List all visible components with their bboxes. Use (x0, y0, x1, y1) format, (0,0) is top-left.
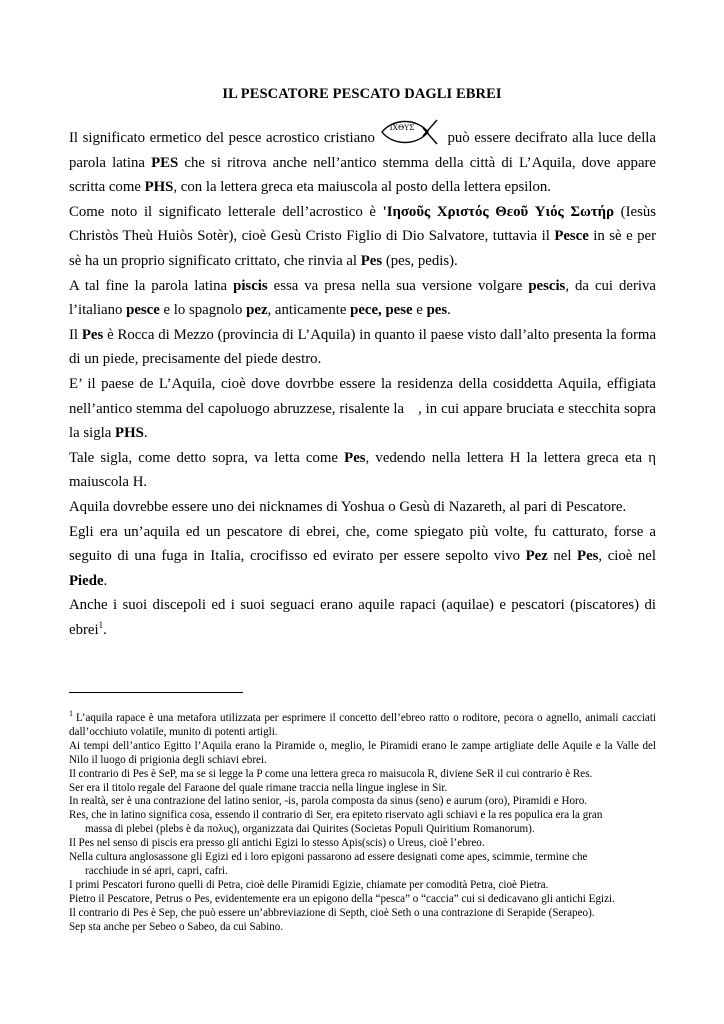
text-span: . (103, 621, 107, 638)
bold-term: PHS (144, 179, 174, 196)
paragraph-5 (69, 372, 656, 446)
paragraph-4 (69, 323, 656, 372)
text-span: , da cui deriva l’italiano (69, 277, 656, 319)
bold-term: Pes (360, 252, 383, 269)
text-span: (Iesùs Christòs Theù Huiòs Sotèr), cioè Gesù Cristo Figlio di Dio Salvatore, tuttavia il (69, 203, 656, 245)
text-span: Aquila dovrebbe essere uno dei nicknames di Yoshua o Gesù di Nazareth, al pari di Pescatore. (69, 498, 627, 515)
paragraph-9 (69, 593, 656, 642)
paragraph-3 (69, 274, 656, 323)
bold-term: Pes (577, 548, 599, 565)
bold-term: PES (151, 154, 179, 171)
text-span: . (447, 302, 451, 319)
footnote-text: Nella cultura anglosassone gli Egizi ed i loro epigoni passarono ad essere designati come apes, scimmie, termine che (69, 851, 588, 864)
text-span: Il significato ermetico del pesce acrostico cristiano (69, 130, 375, 146)
footnote (69, 709, 656, 935)
footnote-line (69, 879, 656, 893)
text-span: E’ il paese de L’Aquila, cioè dove dovrbbe essere la residenza della cosiddetta Aquila, effigiata nell’antico stemma del capoluogo abruzzese, risalente la (69, 375, 656, 417)
footnote-text: Pietro il Pescatore, Petrus o Pes, evidentemente era un epigono della “pesca” o “caccia” cui si dedicavano gli antichi Egizi. (69, 892, 615, 905)
footnote-text: Res, che in latino significa cosa, essendo il contrario di Ser, era epiteto riservato agli schiavi e la res populica era la gran (69, 809, 603, 822)
bold-term: Pez (525, 548, 548, 565)
bold-term: pescis (528, 277, 566, 294)
bold-term: pece, pese (350, 302, 413, 319)
footnote-line (69, 768, 656, 782)
footnote-text: massa di plebei (plebs è da πολυς), organizzata dai Quirites (Societas Populi Quiritium Romanorum). (85, 823, 535, 836)
paragraph-1 (69, 122, 657, 200)
text-span: , cioè nel (598, 548, 656, 565)
text-span: essa va presa nella sua versione volgare (273, 277, 523, 294)
text-span: , anticamente (267, 302, 347, 319)
document-body (69, 122, 657, 642)
text-span: . (103, 572, 108, 589)
document-title: IL PESCATORE PESCATO DAGLI EBREI (222, 86, 502, 102)
footnote-line (69, 837, 656, 851)
text-span: è Rocca di Mezzo (provincia di L’Aquila) in quanto il paese visto dall’alto presenta la forma di un piede, precisamente del piede destro. (69, 326, 657, 368)
text-span: . (143, 425, 148, 442)
paragraph-2 (69, 200, 656, 274)
footnote-line (69, 740, 656, 768)
text-span: Tale sigla, come detto sopra, va letta come (69, 449, 338, 466)
text-span: , in cui appare bruciata e stecchita sopra la sigla (69, 400, 656, 442)
text-span: Anche i suoi discepoli ed i suoi seguaci erano aquile rapaci (aquilae) e pescatori (piscatores) di ebrei (69, 597, 656, 638)
text-span: , vedendo nella lettera H la lettera greca eta η maiuscola H. (69, 449, 657, 491)
bold-term: Piede (69, 572, 104, 589)
text-span: Egli era un’aquila ed un pescatore di ebrei, che, come spiegato più volte, fu catturato, forse a seguito di una fuga in Italia, crocifisso ed evirato per essere sepolto vivo (69, 523, 656, 565)
footnote-line (69, 851, 656, 865)
bold-term: pesce (126, 302, 160, 319)
footnote-text: L’aquila rapace è una metafora utilizzata per esprimere il concetto dell’ebreo ratto o roditore, pecora o agnello, animali cacciati dall’occhiuto volatile, munito di potenti artigli. (69, 712, 656, 738)
bold-term: PHS (115, 425, 144, 442)
footnote-line (69, 809, 656, 823)
fish-label: IXΘYΣ (389, 122, 415, 132)
ichthys-fish-icon (379, 117, 439, 147)
text-span: , con la lettera greca eta maiuscola al posto della lettera epsilon. (173, 179, 551, 196)
footnote-ref[interactable]: 1 (98, 619, 104, 630)
text-span: A tal fine la parola latina (69, 277, 228, 294)
bold-term: Pes (344, 449, 366, 466)
bold-term: pes (426, 302, 448, 319)
footnote-line (69, 795, 656, 809)
footnote-text: racchiude in sé apri, capri, cafri. (85, 864, 228, 877)
footnote-line (69, 893, 656, 907)
paragraph-6 (69, 446, 656, 495)
footnote-text: Ser era il titolo regale del Faraone del quale rimane traccia nella lingue inglese in Sir. (69, 781, 448, 794)
footnote-line (69, 865, 656, 879)
footnote-line (69, 921, 656, 935)
footnote-text: Sep sta anche per Sebeo o Sabeo, da cui Sabino. (69, 920, 284, 933)
footnote-text: I primi Pescatori furono quelli di Petra, cioè delle Piramidi Egizie, chiamate per comodità Petra, cioè Pietra. (69, 878, 549, 891)
text-span: nel (553, 548, 572, 565)
text-span: e lo spagnolo (163, 302, 243, 319)
bold-term: pez (246, 302, 268, 319)
footnote-number: 1 (69, 709, 73, 719)
paragraph-8 (69, 520, 656, 594)
footnote-separator (69, 692, 243, 693)
text-span: Il (69, 326, 79, 343)
text-span: che si ritrova anche nell’antico stemma della città di L’Aquila, dove appare scritta come (69, 154, 657, 196)
paragraph-7 (69, 495, 656, 520)
footnote-text: Ai tempi dell’antico Egitto l’Aquila erano la Piramide o, meglio, le Piramidi erano le zampe artigliate delle Aquile e la Valle del Nilo il luogo di prigionia degli schiavi ebrei. (69, 739, 656, 766)
footnote-text: Il contrario di Pes è SeP, ma se si legge la P come una lettera greca ro maisucola R, diviene SeR il cui contrario è Res. (69, 767, 593, 780)
footnote-line (69, 823, 656, 837)
text-span: Come noto il significato letterale dell’acrostico è (69, 203, 376, 220)
footnote-text: In realtà, ser è una contrazione del latino senior, -is, parola composta da sinus (seno) e aurum (oro), Piramidi e Horo. (69, 795, 588, 808)
text-span: può essere decifrato alla luce della parola latina (69, 130, 656, 171)
greek-acrostic: 'Iησοῦς Xριστός Θεοῦ Yιός Σωτήρ (382, 203, 614, 220)
footnote-text: Il Pes nel senso di piscis era presso gli antichi Egizi lo stesso Apis(scis) o Ureus, cioè l’ebreo. (69, 837, 485, 850)
bold-term: Pesce (554, 228, 589, 245)
footnote-line (69, 907, 656, 921)
footnote-text: Il contrario di Pes è Sep, che può essere un’abbreviazione di Septh, cioè Seth o una contrazione di Serapide (Serapeo). (69, 906, 595, 919)
text-span: (pes, pedis). (385, 252, 458, 269)
footnote-line (69, 709, 656, 740)
text-span: e (416, 302, 423, 319)
text-span: in sè e per sè ha un proprio significato crittato, che rinvia al (69, 228, 657, 269)
bold-term: piscis (233, 277, 268, 294)
bold-term: Pes (81, 326, 104, 343)
footnote-line (69, 782, 656, 796)
